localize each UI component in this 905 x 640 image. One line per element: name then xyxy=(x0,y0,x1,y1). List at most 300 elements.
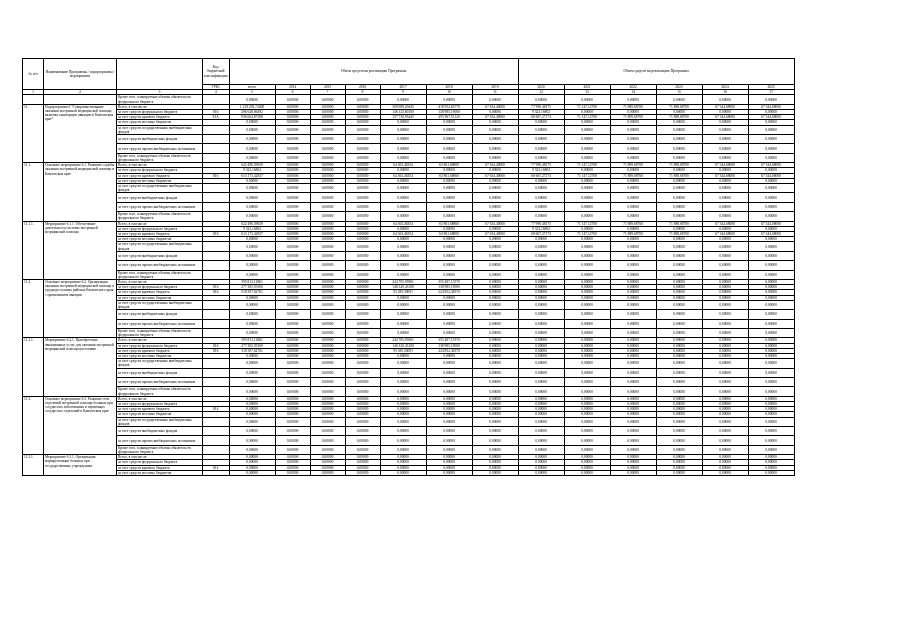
amount-cell: 0,00000 xyxy=(564,300,610,309)
table-row xyxy=(23,290,795,295)
amount-cell: 0,00000 xyxy=(518,368,564,377)
amount-cell: 0,00000 xyxy=(518,295,564,300)
amount-cell: 0,00000 xyxy=(472,348,518,353)
table-row xyxy=(23,427,795,436)
amount-cell: 0,00000 xyxy=(518,212,564,221)
amount-cell: 0,00000 xyxy=(656,338,702,343)
amount-cell: 0,00000 xyxy=(275,144,310,153)
header-column-number: 13 xyxy=(564,90,610,95)
amount-cell: 0,00000 xyxy=(472,343,518,348)
amount-cell: 0,00000 xyxy=(275,412,310,417)
measure-name xyxy=(44,95,117,104)
grbs-code xyxy=(203,427,230,436)
grbs-code: 814 xyxy=(203,465,230,470)
amount-cell: 0,00000 xyxy=(610,120,656,125)
funding-source: Всего, в том числе: xyxy=(117,455,203,460)
grbs-code xyxy=(203,319,230,328)
amount-cell: 0,00000 xyxy=(702,445,748,454)
amount-cell: 0,00000 xyxy=(564,445,610,454)
budget-table-sheet xyxy=(22,58,795,476)
funding-source: за счет средств внебюджетных фондов xyxy=(117,368,203,377)
amount-cell: 0,00000 xyxy=(610,436,656,445)
amount-cell: 0,00000 xyxy=(472,135,518,144)
table-row xyxy=(23,460,795,465)
amount-cell: 0,00000 xyxy=(610,237,656,242)
header-year: 2022 xyxy=(610,85,656,90)
amount-cell: 0,00000 xyxy=(472,445,518,454)
amount-cell: 71 147,12700 xyxy=(564,104,610,109)
amount-cell: 0,00000 xyxy=(702,465,748,470)
amount-cell: 0,00000 xyxy=(656,343,702,348)
amount-cell: 0,00000 xyxy=(702,125,748,134)
amount-cell: 0,00000 xyxy=(275,221,310,226)
row-number: 11.3. xyxy=(23,396,44,454)
amount-cell: 0,00000 xyxy=(310,354,345,359)
funding-source: Кроме того, планируемые объемы обязательств федерального бюджета xyxy=(117,212,203,221)
table-row xyxy=(23,144,795,153)
budget-table xyxy=(22,58,795,476)
amount-cell: 0,00000 xyxy=(426,378,472,387)
amount-cell: 71 147,12700 xyxy=(564,173,610,178)
amount-cell: 0,00000 xyxy=(426,212,472,221)
amount-cell: 68 667,27173 xyxy=(518,115,564,120)
amount-cell: 595 813,12861 xyxy=(229,280,275,285)
amount-cell: 0,00000 xyxy=(345,270,380,279)
header-column-number: 9 xyxy=(380,90,426,95)
row-number: 11.2.1. xyxy=(23,338,44,396)
amount-cell: 0,00000 xyxy=(310,387,345,396)
amount-cell: 0,00000 xyxy=(310,280,345,285)
amount-cell: 0,00000 xyxy=(702,168,748,173)
amount-cell: 0,00000 xyxy=(656,460,702,465)
amount-cell: 0,00000 xyxy=(426,226,472,231)
amount-cell: 0,00000 xyxy=(426,237,472,242)
amount-cell: 0,00000 xyxy=(472,212,518,221)
amount-cell: 0,00000 xyxy=(472,242,518,251)
funding-source: Всего, в том числе: xyxy=(117,221,203,226)
amount-cell: 146 320,43100 xyxy=(380,285,426,290)
table-row xyxy=(23,285,795,290)
amount-cell: 0,00000 xyxy=(275,455,310,460)
amount-cell: 0,00000 xyxy=(275,135,310,144)
table-row xyxy=(23,310,795,319)
amount-cell: 0,00000 xyxy=(564,359,610,368)
amount-cell: 0,00000 xyxy=(564,178,610,183)
amount-cell: 0,00000 xyxy=(518,310,564,319)
funding-source: за счет средств прочих внебюджетных источников xyxy=(117,319,203,328)
amount-cell: 67 344,68000 xyxy=(702,221,748,226)
amount-cell: 0,00000 xyxy=(310,378,345,387)
table-row xyxy=(23,412,795,417)
amount-cell: 0,00000 xyxy=(275,168,310,173)
table-row xyxy=(23,125,795,134)
amount-cell: 0,00000 xyxy=(345,343,380,348)
amount-cell: 0,00000 xyxy=(518,427,564,436)
amount-cell: 0,00000 xyxy=(656,368,702,377)
amount-cell: 0,00000 xyxy=(426,329,472,338)
table-row xyxy=(23,295,795,300)
amount-cell: 0,00000 xyxy=(345,436,380,445)
table-row xyxy=(23,387,795,396)
amount-cell: 0,00000 xyxy=(275,295,310,300)
amount-cell: 0,00000 xyxy=(564,95,610,104)
amount-cell: 0,00000 xyxy=(656,455,702,460)
funding-source: Всего, в том числе: xyxy=(117,163,203,168)
header-group1: Объем средств на реализацию Программы xyxy=(229,59,518,85)
table-row xyxy=(23,115,795,120)
amount-cell: 0,00000 xyxy=(702,237,748,242)
amount-cell: 0,00000 xyxy=(656,125,702,134)
amount-cell: 0,00000 xyxy=(310,359,345,368)
amount-cell: 0,00000 xyxy=(275,95,310,104)
funding-source: за счет средств государственных внебюджетных фондов xyxy=(117,184,203,193)
amount-cell: 0,00000 xyxy=(310,348,345,353)
amount-cell: 0,00000 xyxy=(380,193,426,202)
amount-cell: 0,00000 xyxy=(310,455,345,460)
amount-cell: 0,00000 xyxy=(564,153,610,162)
amount-cell: 224 852,36570 xyxy=(426,290,472,295)
amount-cell: 0,00000 xyxy=(345,427,380,436)
amount-cell: 0,00000 xyxy=(518,319,564,328)
grbs-code: 814 xyxy=(203,407,230,412)
amount-cell: 0,00000 xyxy=(229,465,275,470)
amount-cell: 0,00000 xyxy=(656,178,702,183)
header-column-number: 16 xyxy=(702,90,748,95)
amount-cell: 0,00000 xyxy=(310,445,345,454)
amount-cell: 67 344,68000 xyxy=(748,173,794,178)
table-row xyxy=(23,251,795,260)
amount-cell: 0,00000 xyxy=(472,178,518,183)
grbs-code xyxy=(203,310,230,319)
amount-cell: 0,00000 xyxy=(656,348,702,353)
amount-cell: 0,00000 xyxy=(656,242,702,251)
header-year: 2020 xyxy=(518,85,564,90)
amount-cell: 0,00000 xyxy=(310,135,345,144)
header-year: 2014 xyxy=(275,85,310,90)
amount-cell: 0,00000 xyxy=(275,354,310,359)
amount-cell: 0,00000 xyxy=(702,407,748,412)
amount-cell: 63 861,68800 xyxy=(426,232,472,237)
amount-cell: 0,00000 xyxy=(310,470,345,475)
amount-cell: 0,00000 xyxy=(610,455,656,460)
amount-cell: 9 323,16802 xyxy=(518,168,564,173)
amount-cell: 0,00000 xyxy=(380,261,426,270)
amount-cell: 355 487,15570 xyxy=(426,280,472,285)
funding-source: Всего, в том числе: xyxy=(117,396,203,401)
header-column-number: 8 xyxy=(345,90,380,95)
amount-cell: 0,00000 xyxy=(310,144,345,153)
table-row xyxy=(23,221,795,226)
amount-cell: 0,00000 xyxy=(310,163,345,168)
amount-cell: 0,00000 xyxy=(275,153,310,162)
amount-cell: 0,00000 xyxy=(380,319,426,328)
table-row xyxy=(23,465,795,470)
funding-source: за счет средств местных бюджетов xyxy=(117,178,203,183)
amount-cell: 0,00000 xyxy=(345,348,380,353)
amount-cell: 0,00000 xyxy=(275,125,310,134)
measure-name: Мероприятие 6.1.1. Обеспечение деятельности системы экстренной медицинской помощи xyxy=(44,221,117,279)
amount-cell: 0,00000 xyxy=(610,144,656,153)
amount-cell: 0,00000 xyxy=(345,120,380,125)
amount-cell: 0,00000 xyxy=(656,354,702,359)
amount-cell: 71 889,68700 xyxy=(610,221,656,226)
amount-cell: 67 634,40000 xyxy=(472,221,518,226)
amount-cell: 0,00000 xyxy=(229,402,275,407)
amount-cell: 0,00000 xyxy=(380,359,426,368)
amount-cell: 0,00000 xyxy=(518,144,564,153)
amount-cell: 0,00000 xyxy=(310,184,345,193)
header-year: 2015 xyxy=(310,85,345,90)
amount-cell: 0,00000 xyxy=(380,242,426,251)
header-column-number: 4 xyxy=(203,90,230,95)
amount-cell: 0,00000 xyxy=(518,412,564,417)
amount-cell: 0,00000 xyxy=(472,354,518,359)
amount-cell: 0,00000 xyxy=(564,110,610,115)
amount-cell: 277 305,59100 xyxy=(229,285,275,290)
amount-cell: 0,00000 xyxy=(229,95,275,104)
amount-cell: 0,00000 xyxy=(380,184,426,193)
amount-cell: 0,00000 xyxy=(518,455,564,460)
amount-cell: 71 147,12700 xyxy=(564,115,610,120)
amount-cell: 0,00000 xyxy=(345,378,380,387)
amount-cell: 0,00000 xyxy=(702,310,748,319)
amount-cell: 64 363,46354 xyxy=(380,163,426,168)
amount-cell: 138 985,19000 xyxy=(426,285,472,290)
amount-cell: 0,00000 xyxy=(345,178,380,183)
funding-source: Кроме того, планируемые объемы обязательств федерального бюджета xyxy=(117,95,203,104)
amount-cell: 0,00000 xyxy=(275,378,310,387)
table-row xyxy=(23,270,795,279)
amount-cell: 0,00000 xyxy=(702,359,748,368)
amount-cell: 0,00000 xyxy=(275,402,310,407)
amount-cell: 0,00000 xyxy=(275,261,310,270)
funding-source: за счет средств внебюджетных фондов xyxy=(117,310,203,319)
amount-cell: 0,00000 xyxy=(472,455,518,460)
amount-cell: 0,00000 xyxy=(472,290,518,295)
amount-cell: 0,00000 xyxy=(380,168,426,173)
amount-cell: 0,00000 xyxy=(518,378,564,387)
grbs-code xyxy=(203,144,230,153)
amount-cell: 0,00000 xyxy=(472,193,518,202)
measure-name: Основное мероприятие 6.3. Развитие сети отделений экстренной помощи больных при сосудистых заболеваниях и первичных сосудистых отделений в Камчатском крае xyxy=(44,396,117,454)
grbs-code xyxy=(203,470,230,475)
amount-cell: 0,00000 xyxy=(472,280,518,285)
table-row xyxy=(23,184,795,193)
header-year: 2019 xyxy=(472,85,518,90)
table-row xyxy=(23,95,795,104)
amount-cell: 0,00000 xyxy=(310,232,345,237)
amount-cell: 0,00000 xyxy=(380,144,426,153)
header-column-number: 2 xyxy=(44,90,117,95)
funding-source: Всего, в том числе: xyxy=(117,280,203,285)
amount-cell: 0,00000 xyxy=(702,412,748,417)
amount-cell: 0,00000 xyxy=(702,402,748,407)
amount-cell: 0,00000 xyxy=(656,378,702,387)
grbs-code: 816 xyxy=(203,290,230,295)
amount-cell: 0,00000 xyxy=(275,202,310,211)
amount-cell: 67 344,68000 xyxy=(748,104,794,109)
amount-cell: 0,00000 xyxy=(380,460,426,465)
amount-cell: 0,00000 xyxy=(702,354,748,359)
table-row xyxy=(23,226,795,231)
amount-cell: 0,00000 xyxy=(426,455,472,460)
amount-cell: 64 363,46354 xyxy=(380,232,426,237)
amount-cell: 0,00000 xyxy=(380,436,426,445)
amount-cell: 0,00000 xyxy=(610,310,656,319)
amount-cell: 418 952,63770 xyxy=(426,104,472,109)
amount-cell: 0,00000 xyxy=(229,436,275,445)
amount-cell: 0,00000 xyxy=(610,193,656,202)
amount-cell: 0,00000 xyxy=(702,212,748,221)
amount-cell: 0,00000 xyxy=(229,270,275,279)
amount-cell: 0,00000 xyxy=(564,470,610,475)
amount-cell: 0,00000 xyxy=(564,202,610,211)
amount-cell: 0,00000 xyxy=(702,153,748,162)
header-kbk: Код бюджетной классификации xyxy=(203,59,230,85)
amount-cell: 0,00000 xyxy=(426,412,472,417)
amount-cell: 0,00000 xyxy=(472,202,518,211)
grbs-code xyxy=(203,212,230,221)
header-year: 2021 xyxy=(564,85,610,90)
amount-cell: 146 123,60100 xyxy=(380,110,426,115)
amount-cell: 0,00000 xyxy=(656,280,702,285)
amount-cell: 0,00000 xyxy=(472,396,518,401)
amount-cell: 0,00000 xyxy=(702,178,748,183)
amount-cell: 0,00000 xyxy=(310,110,345,115)
amount-cell: 0,00000 xyxy=(748,184,794,193)
row-number: 11.3.1. xyxy=(23,455,44,476)
amount-cell: 0,00000 xyxy=(564,427,610,436)
amount-cell: 0,00000 xyxy=(380,212,426,221)
amount-cell: 355 487,15570 xyxy=(426,338,472,343)
amount-cell: 0,00000 xyxy=(426,396,472,401)
header-year: 2018 xyxy=(426,85,472,90)
amount-cell: 0,00000 xyxy=(702,184,748,193)
amount-cell: 0,00000 xyxy=(610,184,656,193)
amount-cell: 0,00000 xyxy=(345,402,380,407)
amount-cell: 0,00000 xyxy=(310,368,345,377)
amount-cell: 0,00000 xyxy=(380,120,426,125)
amount-cell: 0,00000 xyxy=(275,396,310,401)
header-column-number: 5 xyxy=(229,90,275,95)
amount-cell: 0,00000 xyxy=(702,295,748,300)
amount-cell: 0,00000 xyxy=(702,348,748,353)
table-row xyxy=(23,378,795,387)
amount-cell: 0,00000 xyxy=(426,354,472,359)
amount-cell: 595 813,12861 xyxy=(229,338,275,343)
amount-cell: 0,00000 xyxy=(426,242,472,251)
amount-cell: 0,00000 xyxy=(426,368,472,377)
amount-cell: 0,00000 xyxy=(610,251,656,260)
amount-cell: 0,00000 xyxy=(518,359,564,368)
amount-cell: 0,00000 xyxy=(564,465,610,470)
table-row xyxy=(23,173,795,178)
amount-cell: 0,00000 xyxy=(345,168,380,173)
amount-cell: 0,00000 xyxy=(564,212,610,221)
amount-cell: 0,00000 xyxy=(229,445,275,454)
header-year: 2017 xyxy=(380,85,426,90)
header-year: 2016 xyxy=(345,85,380,90)
amount-cell: 622 496,59639 xyxy=(229,221,275,226)
amount-cell: 0,00000 xyxy=(472,261,518,270)
table-row xyxy=(23,396,795,401)
amount-cell: 0,00000 xyxy=(426,436,472,445)
amount-cell: 0,00000 xyxy=(564,193,610,202)
amount-cell: 0,00000 xyxy=(472,237,518,242)
amount-cell: 0,00000 xyxy=(275,368,310,377)
amount-cell: 0,00000 xyxy=(345,300,380,309)
amount-cell: 0,00000 xyxy=(275,387,310,396)
amount-cell: 0,00000 xyxy=(564,242,610,251)
amount-cell: 0,00000 xyxy=(472,295,518,300)
amount-cell: 0,00000 xyxy=(748,402,794,407)
grbs-code xyxy=(203,329,230,338)
grbs-code xyxy=(203,202,230,211)
amount-cell: 0,00000 xyxy=(564,378,610,387)
amount-cell: 0,00000 xyxy=(702,285,748,290)
funding-source: за счет средств краевого бюджета xyxy=(117,290,203,295)
amount-cell: 0,00000 xyxy=(345,153,380,162)
amount-cell: 0,00000 xyxy=(748,310,794,319)
amount-cell: 0,00000 xyxy=(380,396,426,401)
header-column-number: 11 xyxy=(472,90,518,95)
amount-cell: 0,00000 xyxy=(702,202,748,211)
amount-cell: 0,00000 xyxy=(229,295,275,300)
amount-cell: 0,00000 xyxy=(310,120,345,125)
amount-cell: 0,00000 xyxy=(275,226,310,231)
amount-cell: 309 089,20445 xyxy=(380,104,426,109)
table-row xyxy=(23,280,795,285)
amount-cell: 0,00000 xyxy=(229,237,275,242)
funding-source: за счет средств местных бюджетов xyxy=(117,412,203,417)
amount-cell: 0,00000 xyxy=(310,237,345,242)
funding-source: за счет средств государственных внебюджетных фондов xyxy=(117,300,203,309)
amount-cell: 68 667,27173 xyxy=(518,232,564,237)
table-row xyxy=(23,343,795,348)
amount-cell: 0,00000 xyxy=(380,300,426,309)
amount-cell: 0,00000 xyxy=(610,359,656,368)
amount-cell: 0,00000 xyxy=(748,407,794,412)
amount-cell: 0,00000 xyxy=(310,115,345,120)
amount-cell: 0,00000 xyxy=(610,354,656,359)
amount-cell: 0,00000 xyxy=(472,402,518,407)
amount-cell: 0,00000 xyxy=(472,378,518,387)
amount-cell: 244 705,93901 xyxy=(380,338,426,343)
amount-cell: 0,00000 xyxy=(472,110,518,115)
amount-cell: 318 507,62761 xyxy=(229,290,275,295)
amount-cell: 0,00000 xyxy=(426,135,472,144)
amount-cell: 0,00000 xyxy=(345,310,380,319)
amount-cell: 0,00000 xyxy=(426,470,472,475)
amount-cell: 0,00000 xyxy=(426,417,472,426)
amount-cell: 0,00000 xyxy=(310,396,345,401)
amount-cell: 0,00000 xyxy=(748,270,794,279)
amount-cell: 0,00000 xyxy=(472,251,518,260)
amount-cell: 71 147,12700 xyxy=(564,232,610,237)
amount-cell: 622 496,59639 xyxy=(229,163,275,168)
amount-cell: 0,00000 xyxy=(345,202,380,211)
funding-source: за счет средств федерального бюджета xyxy=(117,402,203,407)
amount-cell: 71 889,68700 xyxy=(610,232,656,237)
amount-cell: 0,00000 xyxy=(472,412,518,417)
grbs-code xyxy=(203,184,230,193)
funding-source: за счет средств местных бюджетов xyxy=(117,237,203,242)
amount-cell: 318 507,62761 xyxy=(229,348,275,353)
amount-cell: 0,00000 xyxy=(345,125,380,134)
amount-cell: 0,00000 xyxy=(748,319,794,328)
amount-cell: 0,00000 xyxy=(472,310,518,319)
amount-cell: 0,00000 xyxy=(748,329,794,338)
